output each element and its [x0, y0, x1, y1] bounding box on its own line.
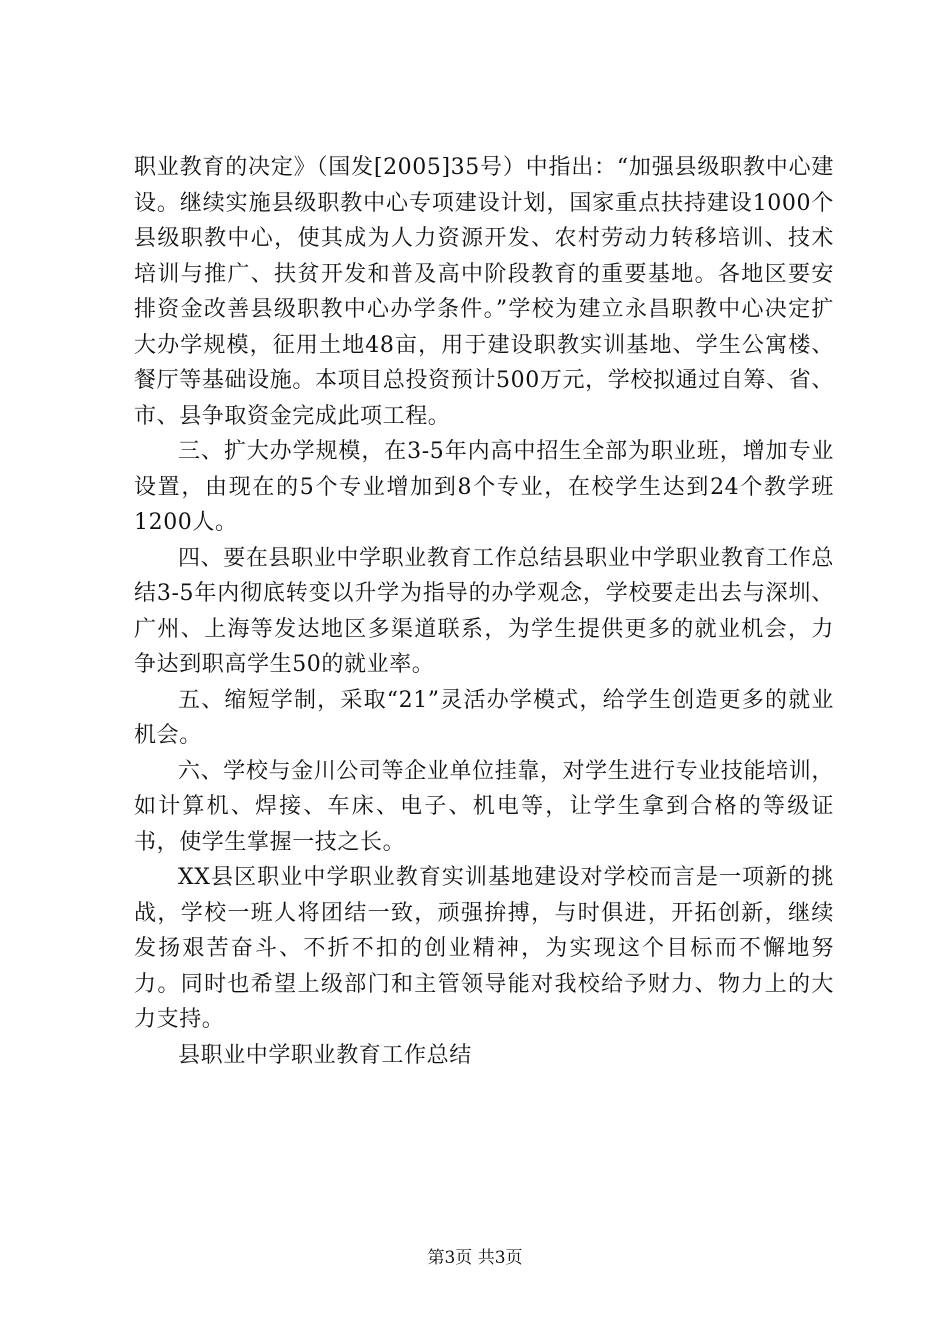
paragraph-item-three: 三、扩大办学规模，在3-5年内高中招生全部为职业班，增加专业设置，由现在的5个专业增加到8个专业，在校学生达到24个教学班1200人。 [134, 439, 834, 535]
document-body [134, 150, 834, 1073]
paragraph-closing-title: 县职业中学职业教育工作总结 [178, 1042, 472, 1068]
paragraph-item-five: 五、缩短学制，采取“21”灵活办学模式，给学生创造更多的就业机会。 [134, 687, 834, 748]
paragraph-continued: 职业教育的决定》（国发[2005]35号）中指出：“加强县级职教中心建设。继续实施县级职教中心专项建设计划，国家重点扶持建设1000个县级职教中心，使其成为人力资源开发、农村劳动力转移培训、技术培训与推广、扶贫开发和普及高中阶段教育的重要基地。各地区要安排资金改善县级职教中心办学条件。”学校为建立永昌职教中心决定扩大办学规模，征用土地48亩，用于建设职教实训基地、学生公寓楼、餐厅等基础设施。本项目总投资预计500万元，学校拟通过自筹、省、市、县争取资金完成此项工程。 [134, 155, 834, 429]
paragraph-conclusion: XX县区职业中学职业教育实训基地建设对学校而言是一项新的挑战，学校一班人将团结一致，顽强拚搏，与时俱进，开拓创新，继续发扬艰苦奋斗、不折不扣的创业精神，为实现这个目标而不懈地努力。同时也希望上级部门和主管领导能对我校给予财力、物力上的大力支持。 [134, 865, 834, 1032]
paragraph-item-four: 四、要在县职业中学职业教育工作总结县职业中学职业教育工作总结3-5年内彻底转变以升学为指导的办学观念，学校要走出去与深圳、广州、上海等发达地区多渠道联系，为学生提供更多的就业机会，力争达到职高学生50的就业率。 [134, 545, 834, 677]
paragraph-item-six: 六、学校与金川公司等企业单位挂靠，对学生进行专业技能培训，如计算机、焊接、车床、电子、机电等，让学生拿到合格的等级证书，使学生掌握一技之长。 [134, 758, 834, 855]
page-footer: 第3页 共3页 [427, 1248, 523, 1268]
